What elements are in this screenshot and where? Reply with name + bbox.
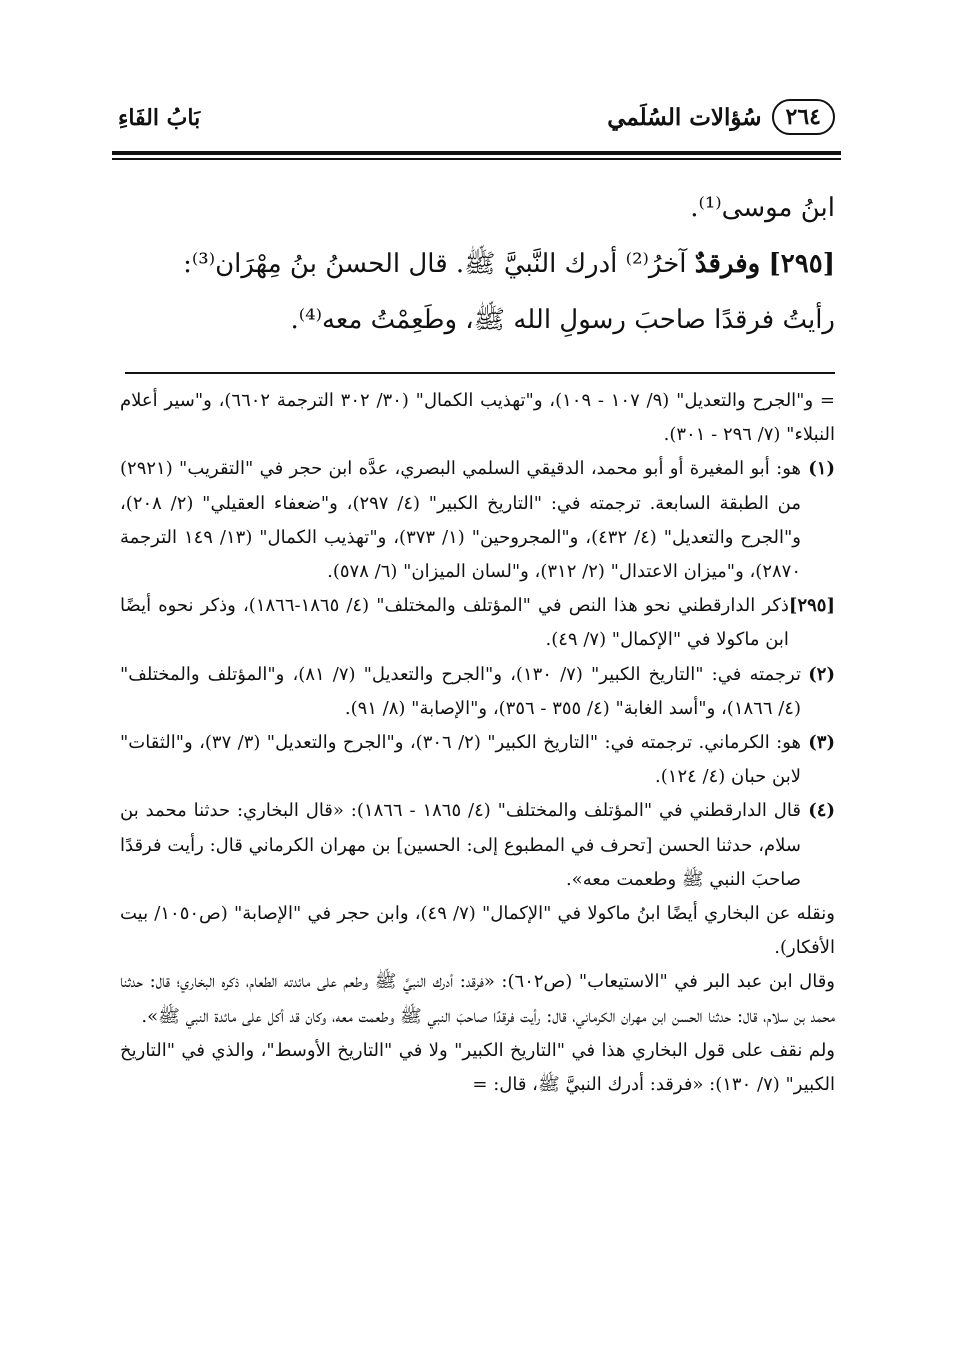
footnote-paragraph <box>120 897 835 965</box>
main-line-3: رأيتُ فرقدًا صاحبَ رسولِ الله ﷺ، وطَعِمْتُ معه⁽⁴⁾. <box>290 305 835 335</box>
footnote <box>120 726 835 794</box>
header-rule-thick <box>112 151 841 155</box>
footnote-continuation <box>120 384 835 452</box>
footnote <box>120 589 835 657</box>
footnote-text: = و"الجرح والتعديل" (٩/ ١٠٧ - ١٠٩)، و"تهذيب الكمال" (٣٠/ ٣٠٢ الترجمة ٦٦٠٢)، و"سير أعلام النبلاء" (٧/ ٢٩٦ - ٣٠١). <box>120 390 835 446</box>
footnote-marker: [٢٩٥] <box>788 595 835 617</box>
header-title-group <box>607 99 835 135</box>
footnotes <box>120 384 835 1102</box>
page-header <box>118 95 835 145</box>
main-text <box>118 180 835 348</box>
main-line-1: ابنُ موسى⁽¹⁾. <box>690 193 835 223</box>
footnote-text: ونقله عن البخاري أيضًا ابنُ ماكولا في "الإكمال" (٧/ ٤٩)، وابن حجر في "الإصابة" (ص١٠٥٠/ بيت الأفكار). <box>120 903 835 959</box>
footnote-text: ترجمته في: "التاريخ الكبير" (٧/ ١٣٠)، و"الجرح والتعديل" (٧/ ٨١)، و"المؤتلف والمختلف" (٤/ ١٨٦٦)، و"أسد الغابة" (٤/ ٣٥٥ - ٣٥٦)، و"الإصابة" (٨/ ٩١). <box>120 663 801 719</box>
footnote-separator <box>125 372 835 374</box>
chapter-title: بَابُ الفَاءِ <box>118 105 201 131</box>
footnote <box>120 452 835 589</box>
footnote-marker: (٤) <box>808 800 835 822</box>
footnote-marker: (١) <box>808 458 835 480</box>
footnote-marker: (٣) <box>808 732 835 754</box>
entry-number: [٢٩٥] <box>768 249 835 279</box>
footnote-text: قال الدارقطني في "المؤتلف والمختلف" (٤/ ١٨٦٥ - ١٨٦٦): «قال البخاري: حدثنا محمد بن سلام، حدثنا الحسن [تحرف في المطبوع إلى: الحسين] بن مهران الكرماني قال: رأيت فرقدًا صاحبَ النبي ﷺ وطعمت معه». <box>120 800 801 890</box>
header-rule-thin <box>112 158 841 160</box>
footnote-marker: (٢) <box>808 663 835 685</box>
footnote-text: هو: الكرماني. ترجمته في: "التاريخ الكبير" (٢/ ٣٠٦)، و"الجرح والتعديل" (٣/ ٣٧)، و"الثقات" لابن حبان (٤/ ١٢٤). <box>120 732 801 788</box>
footnote <box>120 794 835 897</box>
main-line-2 <box>118 236 835 292</box>
footnote-paragraph <box>120 965 835 1033</box>
page-number: ٢٦٤ <box>772 99 835 135</box>
footnote-text: وقال ابن عبد البر في "الاستيعاب" (ص٦٠٢): «فرقد: أدرك النبيَّ ﷺ وطعم على مائدته الطعام، ذكره البخاري؛ قال: حدثنا محمد بن سلام، قال: حدثنا الحسن ابن مهران الكرماني، قال: رأيت فرقدًا صاحبَ النبي ﷺ وطعمت معه، وكان قد أكل على مائدة النبي ﷺ». <box>120 971 835 1027</box>
footnote-text: هو: أبو المغيرة أو أبو محمد، الدقيقي السلمي البصري، عدَّه ابن حجر في "التقريب" (٢٩٢١) من الطبقة السابعة. ترجمته في: "التاريخ الكبير" (٤/ ٢٩٧)، و"ضعفاء العقيلي" (٢/ ٢٠٨)، و"الجرح والتعديل" (٤/ ٤٣٢)، و"المجروحين" (١/ ٣٧٣)، و"تهذيب الكمال" (١٣/ ١٤٩ الترجمة ٢٨٧٠)، و"ميزان الاعتدال" (٢/ ٣١٢)، و"لسان الميزان" (٦/ ٥٧٨). <box>120 458 801 583</box>
entry-name: وفرقدٌ <box>694 249 761 279</box>
footnote-text: ولم نقف على قول البخاري هذا في "التاريخ الكبير" ولا في "التاريخ الأوسط"، والذي في "التاريخ الكبير" (٧/ ١٣٠): «فرقد: أدرك النبيَّ ﷺ، قال: = <box>120 1039 835 1096</box>
footnote-text: ذكر الدارقطني نحو هذا النص في "المؤتلف والمختلف" (٤/ ١٨٦٥-١٨٦٦)، وذكر نحوه أيضًا ابن ماكولا في "الإكمال" (٧/ ٤٩). <box>120 595 789 651</box>
book-title: سُؤالات السُلَمي <box>607 103 762 131</box>
main-line-2-rest: آخرُ⁽²⁾ أدرك النَّبيَّ ﷺ. قال الحسنُ بنُ مِهْرَان⁽³⁾: <box>183 249 687 279</box>
footnote-paragraph <box>120 1034 835 1102</box>
footnote <box>120 658 835 726</box>
